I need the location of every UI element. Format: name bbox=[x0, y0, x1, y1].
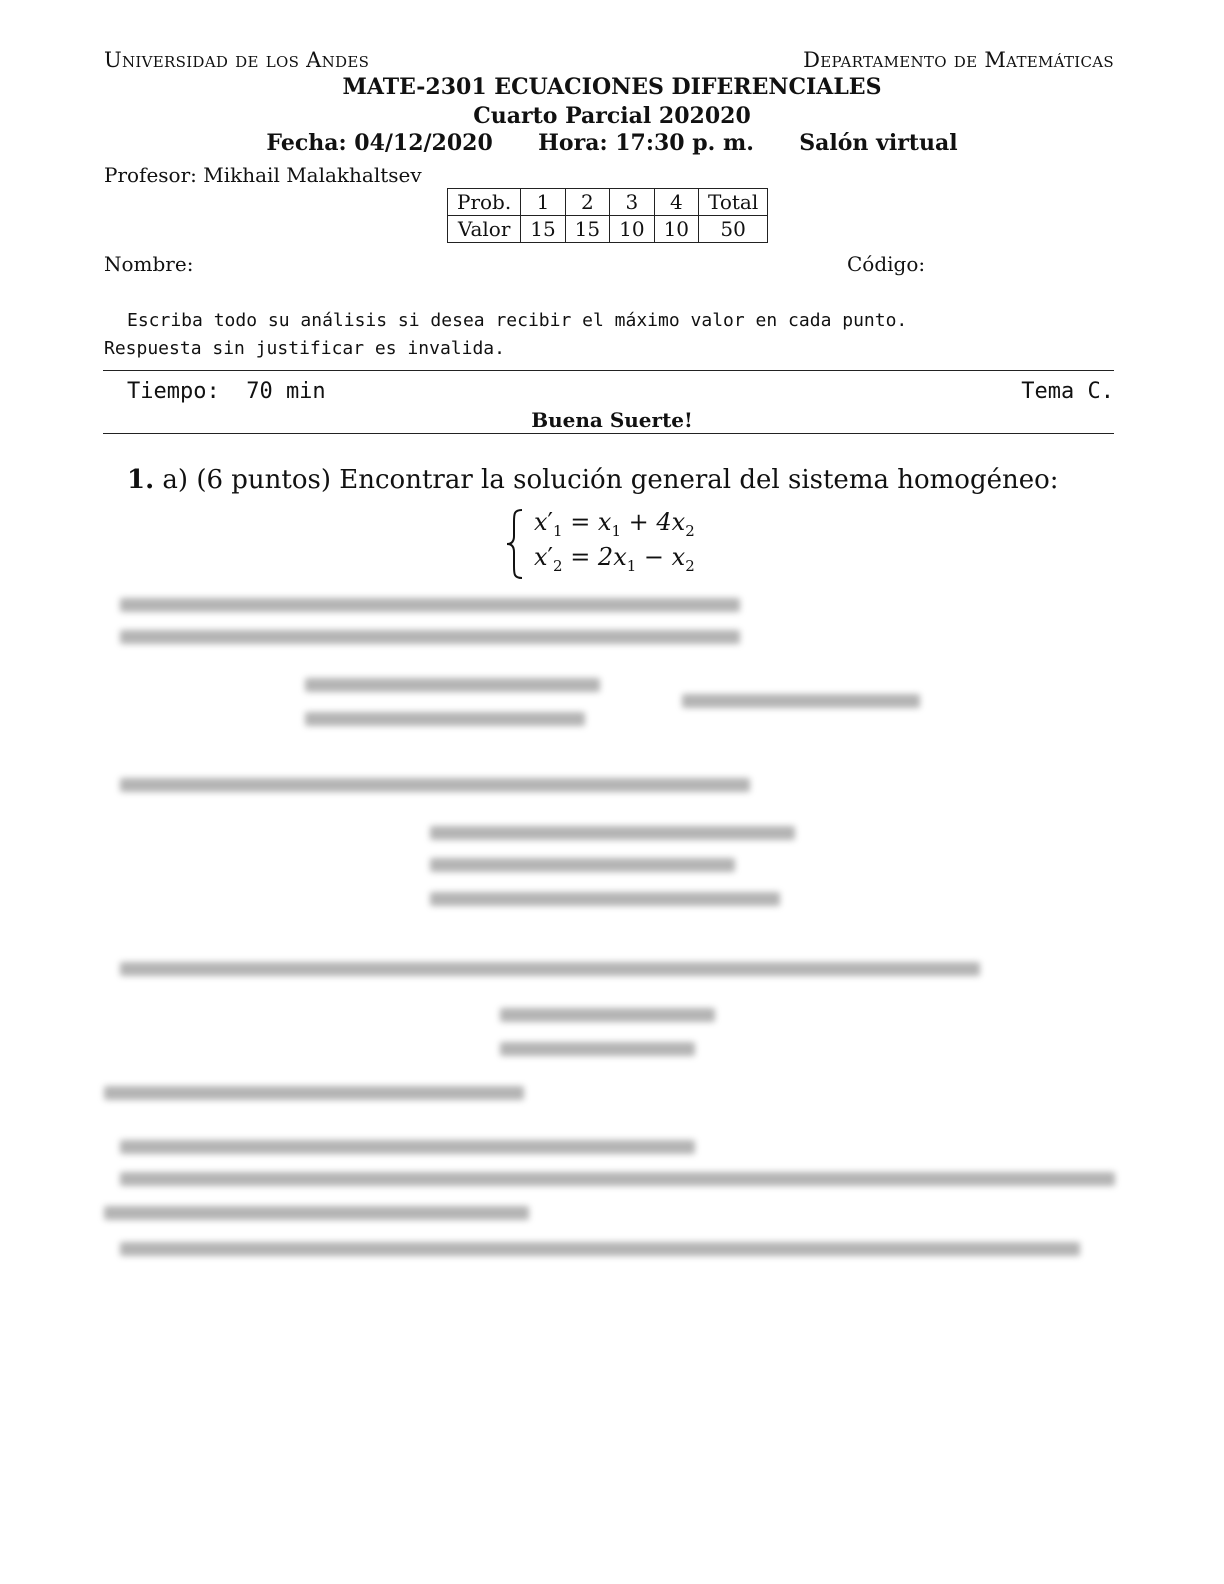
exam-time: Hora: 17:30 p. m. bbox=[538, 130, 754, 156]
exam-date: Fecha: 04/12/2020 bbox=[266, 130, 493, 156]
eq-term: = 2x bbox=[570, 543, 627, 571]
blurred-line bbox=[120, 1242, 1080, 1256]
score-cell: 10 bbox=[610, 216, 654, 243]
eq-sub: 1 bbox=[626, 556, 637, 575]
problem-1-text: a) (6 puntos) Encontrar la solución general del sistema homogéneo: bbox=[162, 465, 1059, 495]
code-label: Código: bbox=[847, 252, 926, 276]
score-cell: 1 bbox=[521, 189, 565, 216]
eq-sub: 2 bbox=[685, 556, 695, 575]
score-cell: Valor bbox=[448, 216, 521, 243]
blurred-line bbox=[120, 962, 980, 976]
score-cell: Total bbox=[699, 189, 768, 216]
eq-term: + 4x bbox=[621, 508, 686, 536]
score-cell: 3 bbox=[610, 189, 654, 216]
score-cell: Prob. bbox=[448, 189, 521, 216]
eq-term: = x bbox=[570, 508, 612, 536]
eq-sub: 1 bbox=[553, 521, 563, 540]
instructions-line-1: Escriba todo su análisis si desea recibir el máximo valor en cada punto. bbox=[127, 310, 908, 331]
blurred-line bbox=[430, 826, 795, 840]
eq-term: x bbox=[534, 543, 548, 571]
time-limit: Tiempo: 70 min bbox=[127, 379, 326, 404]
eq-sub: 2 bbox=[685, 521, 695, 540]
blurred-line bbox=[120, 1140, 695, 1154]
blurred-line bbox=[500, 1008, 715, 1022]
blurred-line bbox=[120, 1172, 1115, 1186]
eq-sub: 2 bbox=[553, 556, 563, 575]
score-cell: 2 bbox=[565, 189, 609, 216]
equation-2: $x'_2 = 2x_1 - x_2$ bbox=[534, 543, 695, 575]
blurred-line bbox=[104, 1206, 529, 1220]
eq-term: − x bbox=[636, 543, 686, 571]
blurred-line bbox=[120, 630, 740, 644]
blurred-line bbox=[682, 694, 920, 708]
blurred-line bbox=[430, 858, 735, 872]
blurred-line bbox=[430, 892, 780, 906]
department-name: Departamento de Matemáticas bbox=[803, 48, 1114, 72]
score-cell: 50 bbox=[699, 216, 768, 243]
university-name: Universidad de los Andes bbox=[104, 48, 370, 72]
score-cell: 15 bbox=[565, 216, 609, 243]
eq-sub: 1 bbox=[611, 521, 622, 540]
problem-1-number: 1. bbox=[127, 465, 155, 495]
score-cell: 15 bbox=[521, 216, 565, 243]
blurred-line bbox=[104, 1086, 524, 1100]
instructions-line-2: Respuesta sin justificar es invalida. bbox=[104, 338, 505, 359]
score-cell: 10 bbox=[654, 216, 698, 243]
blurred-line bbox=[305, 712, 585, 726]
professor: Profesor: Mikhail Malakhaltsev bbox=[104, 163, 422, 187]
blurred-line bbox=[120, 778, 750, 792]
course-title: MATE-2301 ECUACIONES DIFERENCIALES bbox=[342, 74, 882, 100]
equation-1: $x'_1 = x_1 + 4x_2$ bbox=[534, 508, 695, 540]
blurred-line bbox=[305, 678, 600, 692]
eq-term: x bbox=[534, 508, 548, 536]
name-label: Nombre: bbox=[104, 252, 194, 276]
exam-room: Salón virtual bbox=[799, 130, 958, 156]
exam-topic: Tema C. bbox=[1021, 379, 1114, 404]
good-luck: Buena Suerte! bbox=[531, 408, 693, 432]
blurred-line bbox=[120, 598, 740, 612]
score-cell: 4 bbox=[654, 189, 698, 216]
exam-title: Cuarto Parcial 202020 bbox=[473, 103, 751, 129]
blurred-line bbox=[500, 1042, 695, 1056]
